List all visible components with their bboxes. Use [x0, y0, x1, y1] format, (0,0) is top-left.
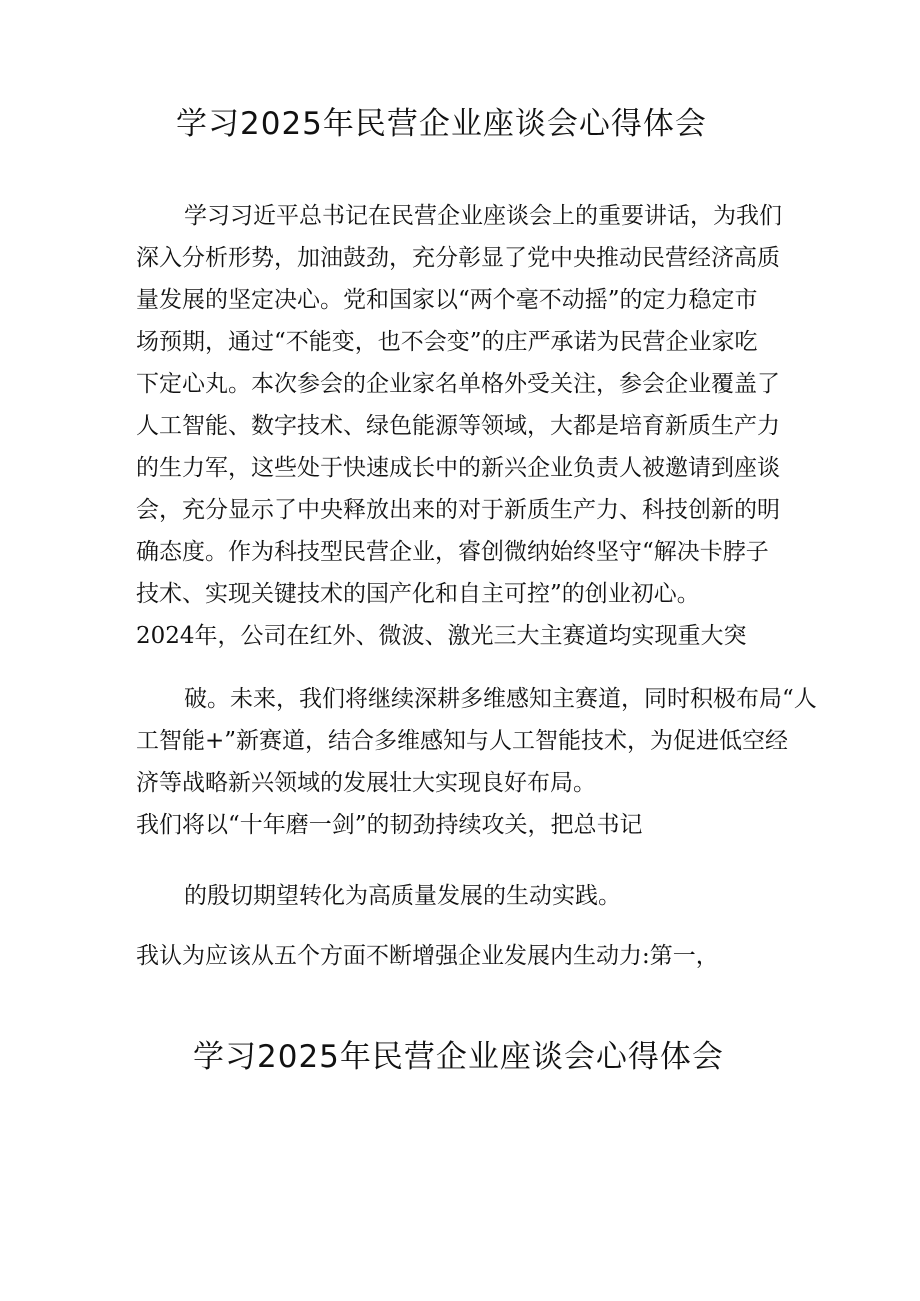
body-line: 人工智能、数字技术、绿色能源等领域，大都是培育新质生产力	[136, 413, 780, 439]
body-line: 济等战略新兴领域的发展壮大实现良好布局。	[136, 770, 596, 796]
body-line: 我们将以“十年磨一剑”的韧劲持续攻关，把总书记	[136, 812, 643, 838]
document-title-second: 学习2025年民营企业座谈会心得体会	[193, 1039, 724, 1075]
body-line: 会，充分显示了中央释放出来的对于新质生产力、科技创新的明	[136, 497, 780, 523]
body-line: 量发展的坚定决心。党和国家以“两个毫不动摇”的定力稳定市	[136, 287, 758, 313]
document-title: 学习2025年民营企业座谈会心得体会	[176, 106, 707, 142]
body-line: 深入分析形势，加油鼓劲，充分彰显了党中央推动民营经济高质	[136, 245, 780, 271]
body-line: 工智能+”新赛道，结合多维感知与人工智能技术，为促进低空经	[136, 728, 789, 754]
body-line: 下定心丸。本次参会的企业家名单格外受关注，参会企业覆盖了	[136, 371, 780, 397]
body-line: 技术、实现关键技术的国产化和自主可控”的创业初心。	[136, 581, 700, 607]
body-line: 学习习近平总书记在民营企业座谈会上的重要讲话，为我们	[184, 203, 782, 229]
body-line: 确态度。作为科技型民营企业，睿创微纳始终坚守“解决卡脖子	[136, 539, 769, 565]
body-line: 2024年，公司在红外、微波、激光三大主赛道均实现重大突	[136, 623, 747, 649]
body-line: 破。未来，我们将继续深耕多维感知主赛道，同时积极布局“人	[184, 686, 817, 712]
body-line: 的殷切期望转化为高质量发展的生动实践。	[184, 883, 621, 909]
body-line: 场预期，通过“不能变，也不会变”的庄严承诺为民营企业家吃	[136, 329, 758, 355]
body-line: 的生力军，这些处于快速成长中的新兴企业负责人被邀请到座谈	[136, 455, 780, 481]
body-line: 我认为应该从五个方面不断增强企业发展内生动力:第一，	[136, 943, 719, 969]
